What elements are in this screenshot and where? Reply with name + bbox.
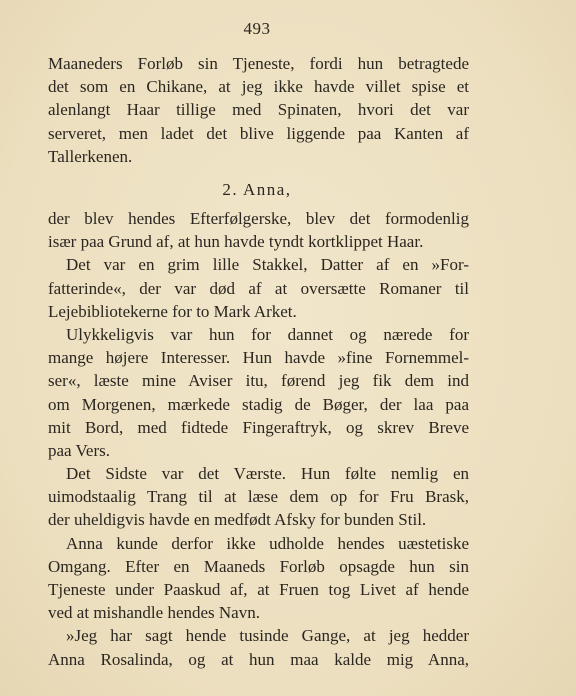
text-line: Omgang. Efter en Maaneds Forløb opsagde hun sin (48, 556, 469, 576)
text-line: om Morgenen, mærkede stadig de Bøger, der laa paa (48, 394, 469, 414)
text-line: Lejebibliotekerne for to Mark Arket. (48, 301, 297, 321)
text-line: der uheldigvis havde en medfødt Afsky for bunden Stil. (48, 510, 427, 530)
text-line: mange højere Interesser. Hun havde »fine Fornemmel- (48, 348, 469, 368)
text-line: mit Bord, med fidtede Fingeraftryk, og skrev Breve (48, 417, 469, 437)
text-line: Ulykkeligvis var hun for dannet og nærede for (66, 324, 469, 344)
text-line: Maaneders Forløb sin Tjeneste, fordi hun betragtede (48, 54, 469, 73)
text-line: især paa Grund af, at hun havde tyndt kortklippet Haar. (48, 232, 424, 252)
text-line: ved at mishandle hendes Navn. (48, 603, 260, 623)
text-line: Anna kunde derfor ikke udholde hendes uæstetiske (66, 533, 469, 553)
text-line: Tjeneste under Paaskud af, at Fruen tog Livet af hende (48, 580, 469, 599)
text-line: ser«, læste mine Aviser itu, førend jeg fik dem ind (48, 371, 469, 391)
text-line: alenlangt Haar tillige med Spinaten, hvori det var (48, 100, 469, 120)
text-line: det som en Chikane, at jeg ikke havde villet spise et (48, 77, 469, 97)
text-line: Det Sidste var det Værste. Hun følte nemlig en (66, 464, 469, 484)
text-line: »Jeg har sagt hende tusinde Gange, at jeg hedder (66, 626, 469, 646)
text-line: der blev hendes Efterfølgerske, blev det formodenlig (48, 209, 469, 228)
page-number: 493 (243, 19, 271, 38)
paragraph-continuation (48, 52, 469, 168)
text-line: paa Vers. (48, 440, 110, 460)
section-heading: 2. Anna, (222, 180, 292, 199)
section-body (48, 207, 469, 671)
text-line: uimodstaalig Trang til at læse dem op for Fru Brask, (48, 487, 469, 507)
text-line: serveret, men ladet det blive liggende paa Kanten af (48, 123, 469, 143)
text-line: Anna Rosalinda, og at hun maa kalde mig Anna, (48, 649, 469, 669)
text-line: Tallerkenen. (48, 146, 133, 166)
text-line: Det var en grim lille Stakkel, Datter af en »For- (66, 255, 469, 275)
text-line: fatterinde«, der var død af at oversætte Romaner til (48, 278, 469, 298)
